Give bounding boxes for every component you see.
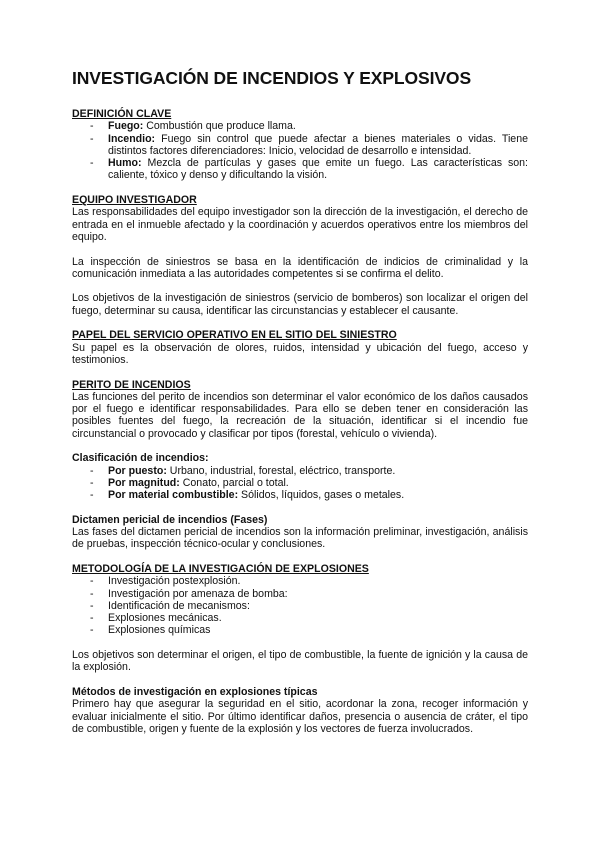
term: Por magnitud: <box>108 476 180 489</box>
bullet-dash: - <box>90 120 94 133</box>
document-page <box>72 68 528 735</box>
item-text: Investigación postexplosión. <box>108 575 241 588</box>
item-text: Explosiones químicas <box>108 624 211 637</box>
section-papel <box>72 329 528 366</box>
subheading-clasificacion: Clasificación de incendios: <box>72 452 209 465</box>
item-text: Explosiones mecánicas. <box>108 612 222 625</box>
paragraph: Las fases del dictamen pericial de incendios son la información preliminar, investigación, análisis de pruebas, inspección técnico-ocular y conclusiones. <box>72 526 528 551</box>
bullet-dash: - <box>90 157 94 170</box>
section-heading-equipo: EQUIPO INVESTIGADOR <box>72 194 197 207</box>
clasificacion-list <box>72 465 528 502</box>
section-definicion <box>72 108 528 182</box>
list-item <box>72 133 528 158</box>
term: Fuego: <box>108 120 144 133</box>
bullet-dash: - <box>90 476 94 489</box>
section-equipo <box>72 194 528 317</box>
definicion-list <box>72 120 528 181</box>
list-item <box>72 588 528 600</box>
document-title: INVESTIGACIÓN DE INCENDIOS Y EXPLOSIVOS <box>72 68 472 88</box>
paragraph: Las funciones del perito de incendios son determinar el valor económico de los daños causados por el fuego e identificar responsabilidades. Para ello se deben tener en consideración las posibles fuentes del fuego, la recreación de la situación, identificar si el incendio fue circunstancial o provocado y clasificar por tipos (forestal, vehículo o vivienda). <box>72 390 528 440</box>
subheading-metodos: Métodos de investigación en explosiones típicas <box>72 685 318 698</box>
paragraph: Los objetivos de la investigación de siniestros (servicio de bomberos) son localizar el origen del fuego, determinar su causa, identificar las circunstancias y establecer el causante. <box>72 292 528 317</box>
bullet-dash: - <box>90 464 94 477</box>
bullet-dash: - <box>90 587 94 600</box>
term-text: Conato, parcial o total. <box>179 476 289 489</box>
list-item <box>72 120 528 132</box>
section-metodologia <box>72 563 528 735</box>
term: Humo: <box>108 157 142 170</box>
term: Por puesto: <box>108 464 167 477</box>
subheading-dictamen: Dictamen pericial de incendios (Fases) <box>72 513 268 526</box>
item-text: Identificación de mecanismos: <box>108 599 250 612</box>
section-heading-perito: PERITO DE INCENDIOS <box>72 378 191 391</box>
paragraph: Su papel es la observación de olores, ruidos, intensidad y ubicación del fuego, acceso y testimonios. <box>72 341 528 366</box>
list-item <box>72 477 528 489</box>
section-perito <box>72 379 528 551</box>
paragraph: Los objetivos son determinar el origen, el tipo de combustible, la fuente de ignición y la causa de la explosión. <box>72 649 528 674</box>
term: Por material combustible: <box>108 489 239 502</box>
paragraph: La inspección de siniestros se basa en la identificación de indicios de criminalidad y la comunicación inmediata a las autoridades competentes si se confirma el delito. <box>72 255 528 280</box>
list-item <box>72 489 528 501</box>
term-text: Mezcla de partículas y gases que emite un fuego. Las características son: caliente, tóxico y denso y dificultando la visión. <box>108 157 528 182</box>
term-text: Sólidos, líquidos, gases o metales. <box>238 489 405 502</box>
list-item <box>72 157 528 182</box>
list-item <box>72 465 528 477</box>
bullet-dash: - <box>90 132 94 145</box>
bullet-dash: - <box>90 599 94 612</box>
bullet-dash: - <box>90 612 94 625</box>
term-text: Combustión que produce llama. <box>143 120 296 133</box>
metodologia-list <box>72 575 528 636</box>
list-item <box>72 612 528 624</box>
section-heading-metodologia: METODOLOGÍA DE LA INVESTIGACIÓN DE EXPLOSIONES <box>72 562 369 575</box>
list-item <box>72 575 528 587</box>
bullet-dash: - <box>90 489 94 502</box>
paragraph: Las responsabilidades del equipo investigador son la dirección de la investigación, el derecho de entrada en el inmueble afectado y la coordinación y acuerdos operativos entre los miembros del equipo. <box>72 206 528 243</box>
term: Incendio: <box>108 132 156 145</box>
list-item <box>72 600 528 612</box>
section-heading-definicion: DEFINICIÓN CLAVE <box>72 108 172 120</box>
bullet-dash: - <box>90 575 94 588</box>
section-heading-papel: PAPEL DEL SERVICIO OPERATIVO EN EL SITIO DEL SINIESTRO <box>72 329 397 342</box>
term-text: Urbano, industrial, forestal, eléctrico, transporte. <box>166 464 396 477</box>
paragraph: Primero hay que asegurar la seguridad en el sitio, acordonar la zona, recoger información y evaluar inicialmente el sitio. Por último identificar daños, presencia o ausencia de cráter, el tipo de combustible, origen y fuente de la explosión y los vectores de fuerza involucrados. <box>72 698 528 735</box>
item-text: Investigación por amenaza de bomba: <box>108 587 288 600</box>
term-text: Fuego sin control que puede afectar a bienes materiales o vidas. Tiene distintos factores diferenciadores: Inicio, velocidad de desarrollo e intensidad. <box>108 132 528 157</box>
list-item <box>72 624 528 636</box>
bullet-dash: - <box>90 624 94 637</box>
